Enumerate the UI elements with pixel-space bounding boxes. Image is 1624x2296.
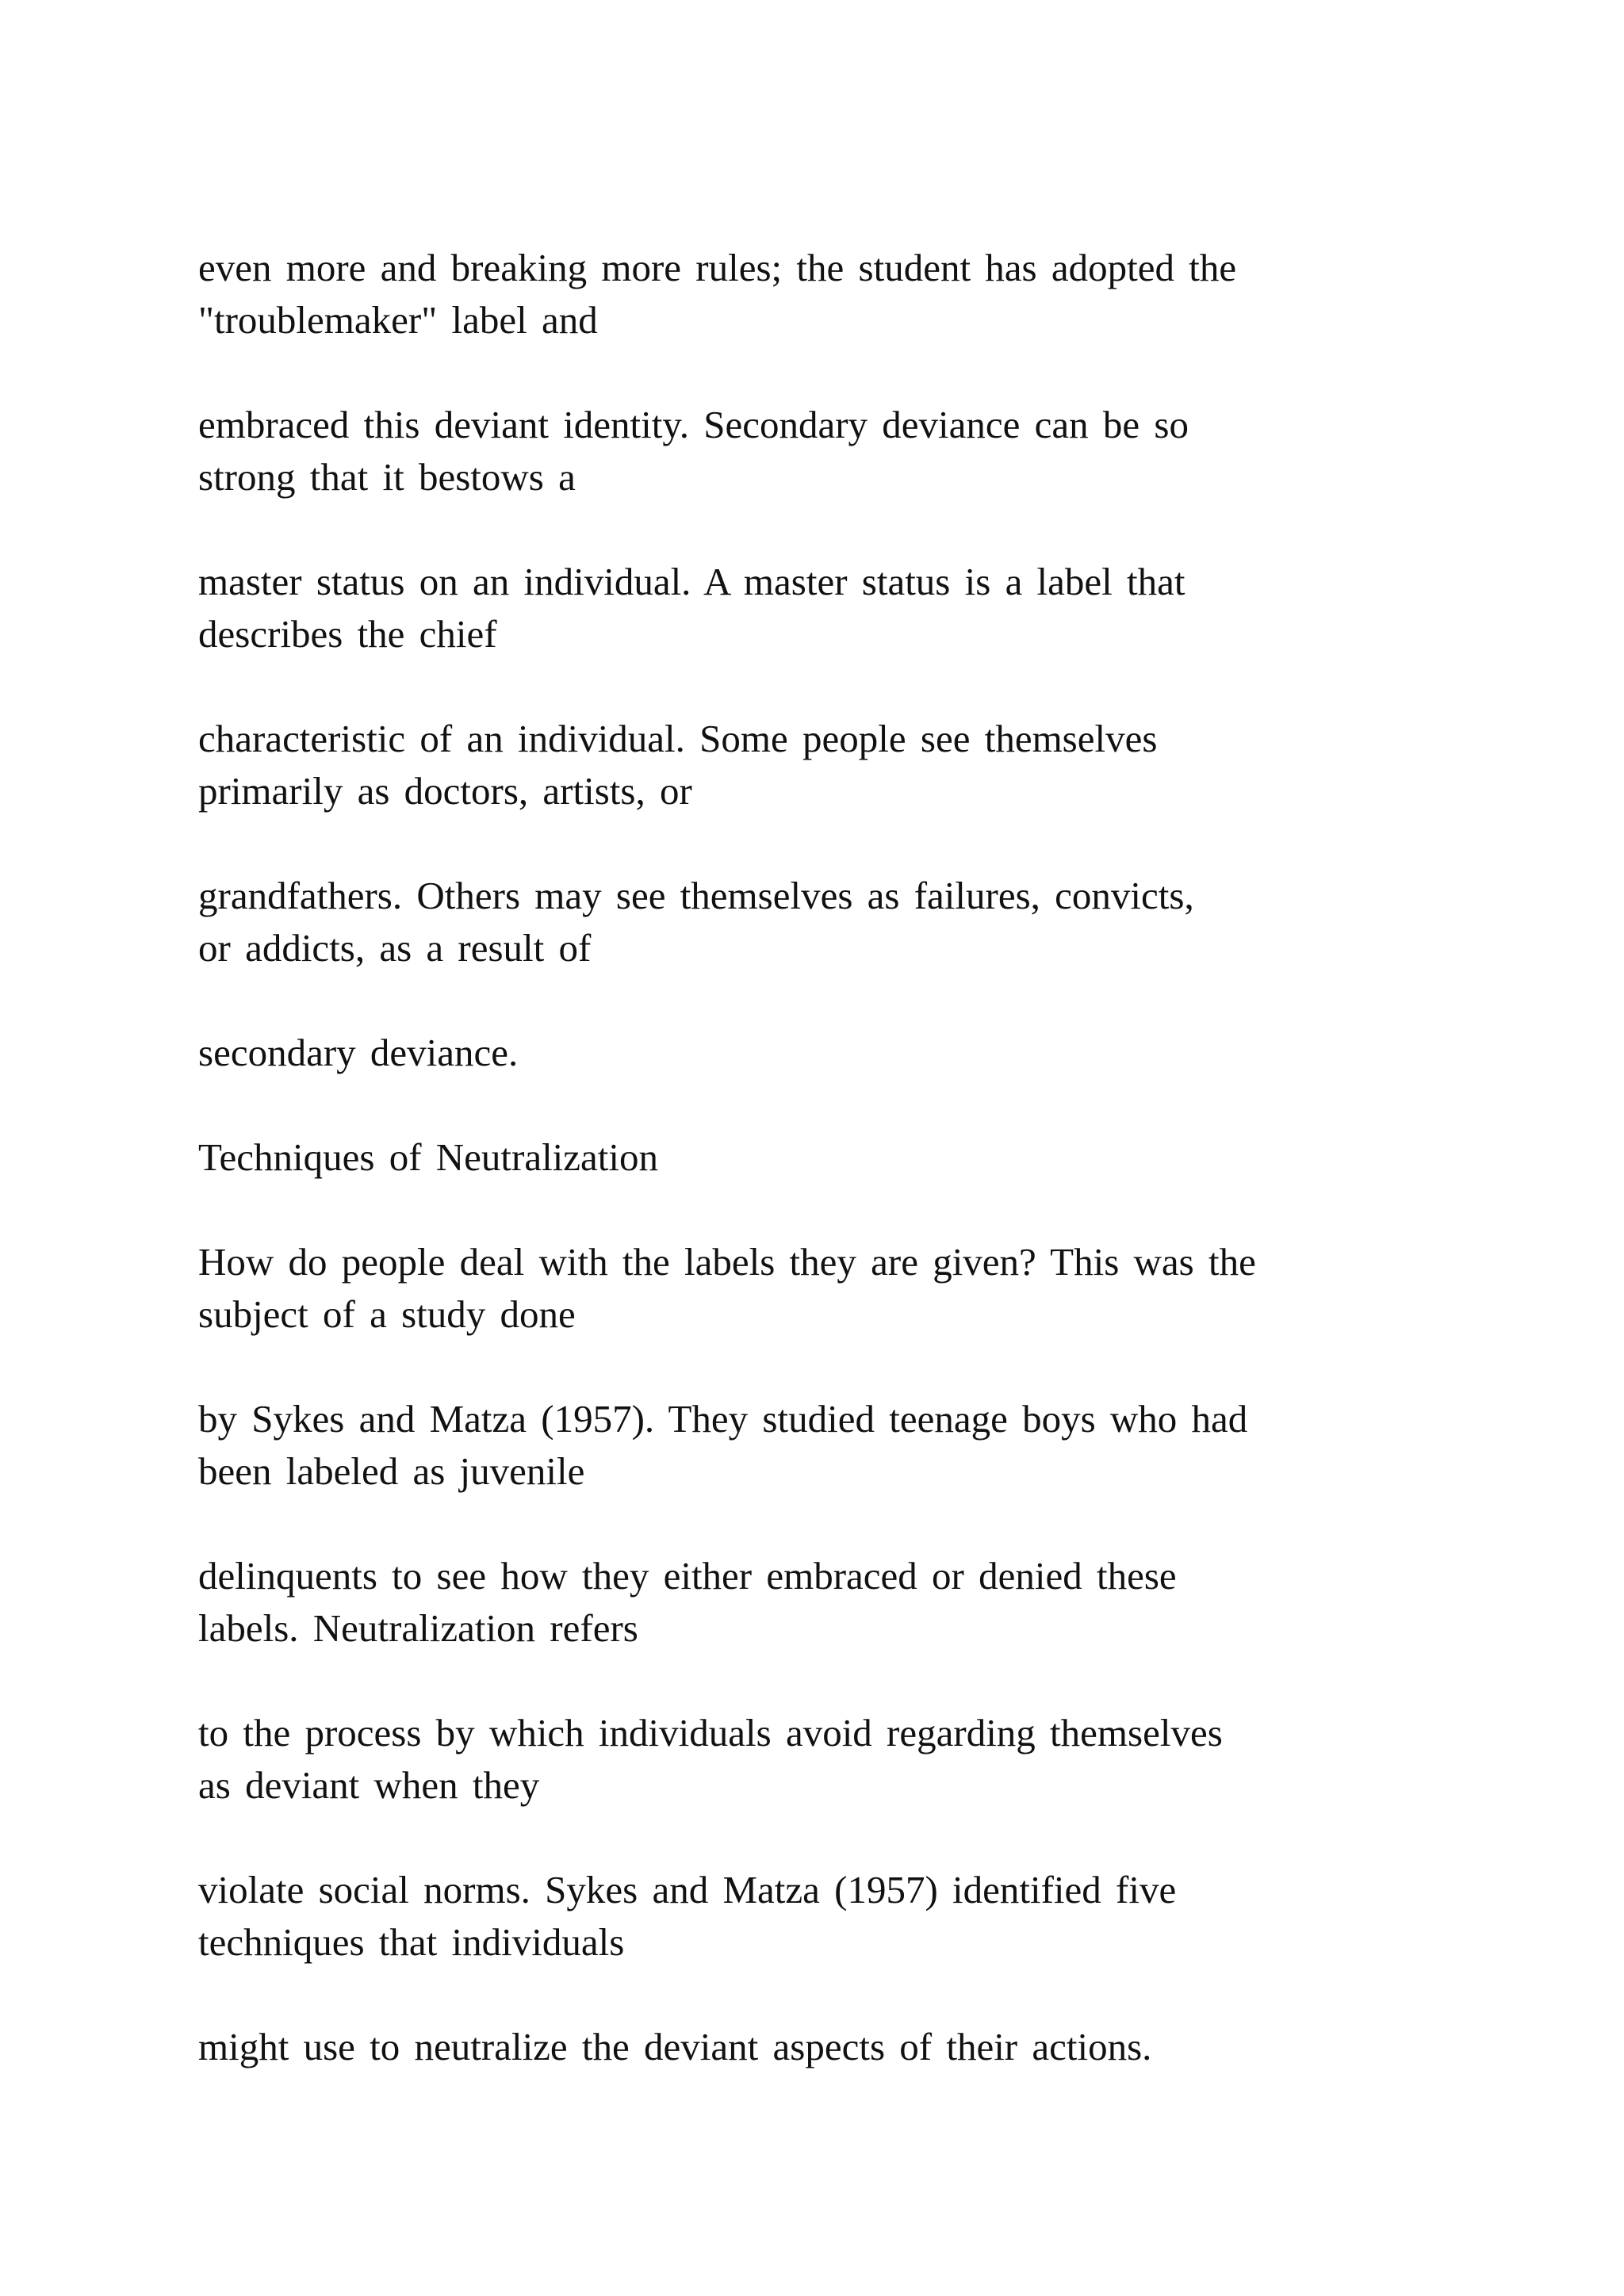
document-body [198,242,1451,2126]
paragraph [198,242,1451,346]
text-line: violate social norms. Sykes and Matza (1957) identified five [198,1868,1177,1911]
text-line: techniques that individuals [198,1920,625,1964]
text-line: primarily as doctors, artists, or [198,769,692,813]
text-line: to the process by which individuals avoid regarding themselves [198,1711,1223,1755]
text-line: strong that it bestows a [198,455,576,499]
text-line: grandfathers. Others may see themselves as failures, convicts, [198,874,1194,917]
paragraph [198,1864,1451,1969]
paragraph [198,1393,1451,1498]
paragraph [198,399,1451,503]
text-line: describes the chief [198,612,497,656]
text-line: secondary deviance. [198,1031,519,1074]
text-line: been labeled as juvenile [198,1449,585,1493]
text-line: even more and breaking more rules; the student has adopted the [198,246,1237,289]
paragraph [198,713,1451,817]
text-line: by Sykes and Matza (1957). They studied teenage boys who had [198,1397,1248,1441]
text-line: labels. Neutralization refers [198,1606,638,1650]
text-line: might use to neutralize the deviant aspects of their actions. [198,2025,1152,2068]
text-line: or addicts, as a result of [198,926,592,970]
paragraph [198,1236,1451,1341]
paragraph [198,556,1451,660]
paragraph [198,1027,1451,1079]
heading-text: Techniques of Neutralization [198,1135,659,1179]
text-line: How do people deal with the labels they are given? This was the [198,1240,1256,1284]
text-line: embraced this deviant identity. Secondary deviance can be so [198,403,1189,446]
text-line: delinquents to see how they either embraced or denied these [198,1554,1177,1598]
paragraph [198,1707,1451,1812]
text-line: as deviant when they [198,1763,540,1807]
paragraph [198,2021,1451,2073]
text-line: master status on an individual. A master status is a label that [198,560,1185,603]
text-line: subject of a study done [198,1292,576,1336]
paragraph [198,870,1451,974]
section-heading [198,1131,1451,1184]
paragraph [198,1550,1451,1655]
text-line: characteristic of an individual. Some people see themselves [198,717,1158,760]
text-line: "troublemaker" label and [198,298,598,342]
